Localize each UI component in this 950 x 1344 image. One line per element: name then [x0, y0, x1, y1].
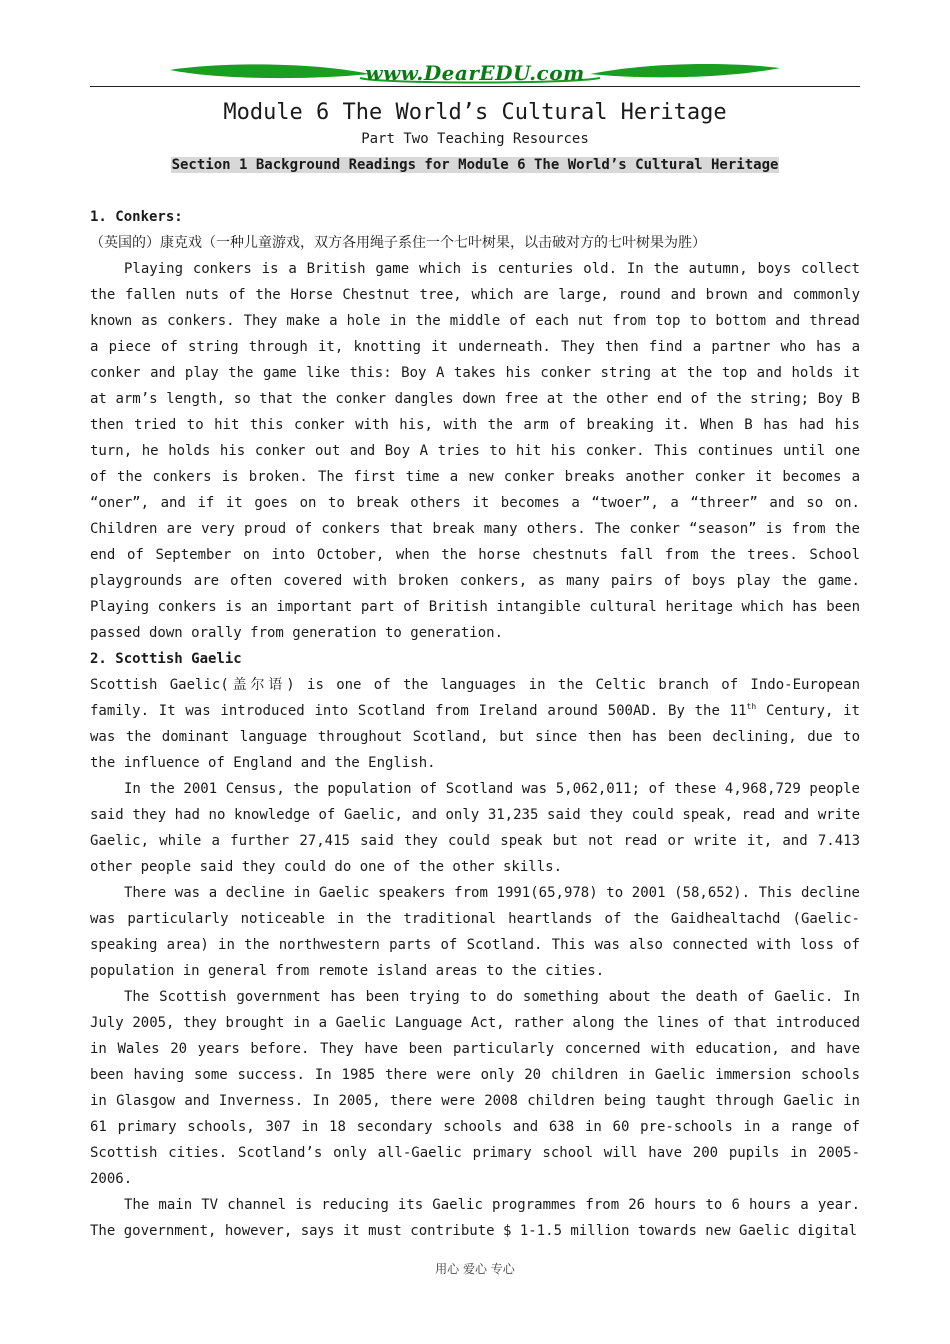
- section-heading: [90, 154, 860, 176]
- header-rule: [90, 86, 860, 87]
- chinese-gloss: （英国的）康克戏（一种儿童游戏，双方各用绳子系住一个七叶树果，以击破对方的七叶树果为胜）: [90, 235, 706, 251]
- intro-text-b: ) is one of the languages in the Celtic branch of Indo-European family. It was introduced into Scotland from Ireland around 500AD. By the 11: [90, 677, 861, 719]
- section-1-heading: 1. Conkers:: [90, 209, 183, 225]
- conkers-paragraph: Playing conkers is a British game which is centuries old. In the autumn, boys collect the fallen nuts of the Horse Chestnut tree, which are large, round and brown and commonly known as conkers. They make a hole in the middle of each nut from top to bottom and thread a piece of string through it, knotting it underneath. They then find a partner who has a conker and play the game like this: Boy A takes his conker string at the top and holds it at arm’s length, so that the conker dangles down free at the other end of the string; Boy B then tried to hit this conker with his, with the arm of breaking it. When B has had his turn, he holds his conker out and Boy A tries to hit his conker. This continues until one of the conkers is broken. The first time a new conker breaks another conker it becomes a “oner”, and if it goes on to break others it becomes a “twoer”, a “threer” and so on. Children are very proud of conkers that break many others. The conker “season” is from the end of September on into October, when the horse chestnuts fall from the trees. School playgrounds are often covered with broken conkers, as many pairs of boys play the game. Playing conkers is an important part of British intangible cultural heritage which has been passed down orally from generation to generation.: [90, 261, 860, 641]
- decline-paragraph: There was a decline in Gaelic speakers from 1991(65,978) to 2001 (58,652). This decline was particularly noticeable in the traditional heartlands of the Gaidhealtachd (Gaelic-speaking area) in the northwestern parts of Scotland. This was also connected with loss of population in general from remote island areas to the cities.: [90, 885, 860, 979]
- ordinal-suffix: th: [746, 702, 757, 711]
- section-heading-text: Section 1 Background Readings for Module 6 The World’s Cultural Heritage: [171, 157, 779, 173]
- document-body: [90, 204, 860, 1244]
- section-2-heading: 2. Scottish Gaelic: [90, 651, 242, 667]
- tv-paragraph: The main TV channel is reducing its Gaelic programmes from 26 hours to 6 hours a year. The government, however, says it must contribute $ 1-1.5 million towards new Gaelic digital: [90, 1197, 860, 1239]
- document-title: Module 6 The World’s Cultural Heritage: [223, 100, 727, 125]
- gaelic-intro-paragraph: [90, 672, 860, 776]
- page-footer: 用心 爱心 专心: [435, 1262, 515, 1276]
- intro-text-a: Scottish Gaelic(: [90, 677, 229, 693]
- government-paragraph: The Scottish government has been trying to do something about the death of Gaelic. In July 2005, they brought in a Gaelic Language Act, rather along the lines of that introduced in Wales 20 years before. They have been particularly concerned with education, and have been having some success. In 1985 there were only 20 children in Gaelic immersion schools in Glasgow and Inverness. In 2005, there were 2008 children being taught through Gaelic in 61 primary schools, 307 in 18 secondary schools and 638 in 60 pre-schools in a range of Scottish cities. Scotland’s only all-Gaelic primary school will have 200 pupils in 2005-2006.: [90, 989, 860, 1187]
- intro-chinese-term: 盖尔语: [228, 677, 287, 693]
- document-subtitle: Part Two Teaching Resources: [361, 131, 589, 147]
- site-logo-text: www.DearEDU.com: [365, 61, 585, 85]
- intro-text-c: Century, it was the dominant language throughout Scotland, but since then has been declining, due to the influence of England and the English.: [90, 703, 860, 771]
- census-paragraph: In the 2001 Census, the population of Scotland was 5,062,011; of these 4,968,729 people said they had no knowledge of Gaelic, and only 31,235 said they could speak, read and write Gaelic, while a further 27,415 said they could speak but not read or write it, and 7.413 other people said they could do one of the other skills.: [90, 781, 860, 875]
